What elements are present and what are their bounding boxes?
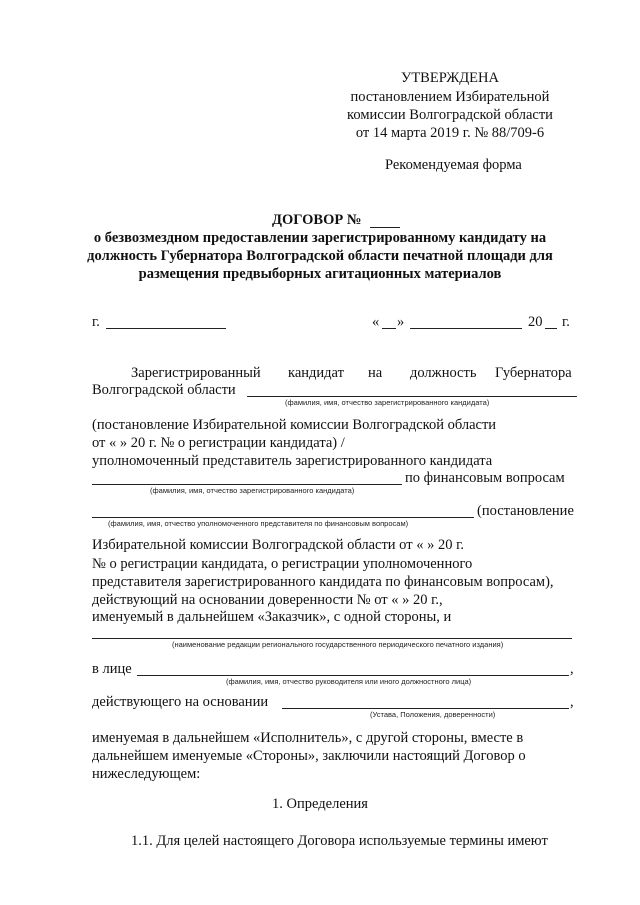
- text-line: ,: [570, 661, 574, 677]
- text-line: от « » 20 г. № о регистрации кандидата) /: [92, 435, 345, 451]
- text-line: нижеследующем:: [92, 766, 201, 782]
- text-line: в лице: [92, 661, 132, 677]
- year-suffix: г.: [562, 314, 570, 330]
- text-line: по финансовым вопросам: [405, 470, 565, 486]
- approval-line: комиссии Волгоградской области: [347, 107, 553, 123]
- candidate-name-blank: [247, 396, 577, 397]
- contract-number-blank: [370, 227, 400, 228]
- date-close-quote: »: [397, 314, 405, 330]
- text-line: действующий на основании доверенности № от « » 20 г.,: [92, 592, 443, 608]
- text-line: Избирательной комиссии Волгоградской области от « » 20 г.: [92, 537, 465, 553]
- text-word: Губернатора: [495, 365, 572, 381]
- approval-title: УТВЕРЖДЕНА: [401, 70, 499, 86]
- field-caption: (фамилия, имя, отчество зарегистрированного кандидата): [285, 398, 490, 407]
- text-line: № о регистрации кандидата, о регистрации уполномоченного: [92, 556, 473, 572]
- text-line: 1.1. Для целей настоящего Договора используемые термины имеют: [131, 833, 548, 849]
- text-line: дальнейшем именуемые «Стороны», заключили настоящий Договор о: [92, 748, 526, 764]
- text-line: именуемый в дальнейшем «Заказчик», с одной стороны, и: [92, 609, 452, 625]
- title-subline: должность Губернатора Волгоградской области печатной площади для: [87, 248, 553, 264]
- text-line: (постановление: [477, 503, 574, 519]
- date-open-quote: «: [372, 314, 380, 330]
- publisher-name-blank: [92, 638, 572, 639]
- title-subline: размещения предвыборных агитационных материалов: [138, 266, 502, 282]
- basis-blank: [282, 708, 569, 709]
- title-subline: о безвозмездном предоставлении зарегистрированному кандидату на: [93, 230, 547, 246]
- authorized-rep-blank: [92, 517, 474, 518]
- representative-name-blank: [92, 484, 402, 485]
- year-blank: [545, 328, 557, 329]
- approval-line: постановлением Избирательной: [350, 89, 550, 105]
- section-heading: 1. Определения: [272, 796, 368, 812]
- year-prefix: 20: [528, 314, 543, 330]
- text-line: представителя зарегистрированного кандидата по финансовым вопросам),: [92, 574, 554, 590]
- approval-line: от 14 марта 2019 г. № 88/709-6: [355, 125, 545, 141]
- city-blank: [106, 328, 226, 329]
- text-word: должность: [410, 365, 477, 381]
- field-caption: (наименование редакции регионального государственного периодического печатного издания): [172, 640, 504, 649]
- text-line: действующего на основании: [92, 694, 269, 710]
- text-word: на: [368, 365, 383, 381]
- city-prefix: г.: [92, 314, 100, 330]
- field-caption: (фамилия, имя, отчество уполномоченного представителя по финансовым вопросам): [108, 519, 409, 528]
- field-caption: (фамилия, имя, отчество зарегистрированного кандидата): [150, 486, 355, 495]
- month-blank: [410, 328, 522, 329]
- document-title: ДОГОВОР №: [272, 212, 362, 228]
- text-line: ,: [570, 694, 574, 710]
- text-word: кандидат: [288, 365, 344, 381]
- field-caption: (Устава, Положения, доверенности): [370, 710, 496, 719]
- field-caption: (фамилия, имя, отчество руководителя или иного должностного лица): [226, 677, 472, 686]
- text-line: (постановление Избирательной комиссии Волгоградской области: [92, 417, 497, 433]
- text-line: Волгоградской области: [92, 382, 236, 398]
- day-blank: [382, 328, 396, 329]
- official-name-blank: [137, 675, 569, 676]
- text-word: Зарегистрированный: [131, 365, 261, 381]
- text-line: именуемая в дальнейшем «Исполнитель», с другой стороны, вместе в: [92, 730, 524, 746]
- form-note: Рекомендуемая форма: [385, 157, 522, 173]
- text-line: уполномоченный представитель зарегистрированного кандидата: [92, 453, 493, 469]
